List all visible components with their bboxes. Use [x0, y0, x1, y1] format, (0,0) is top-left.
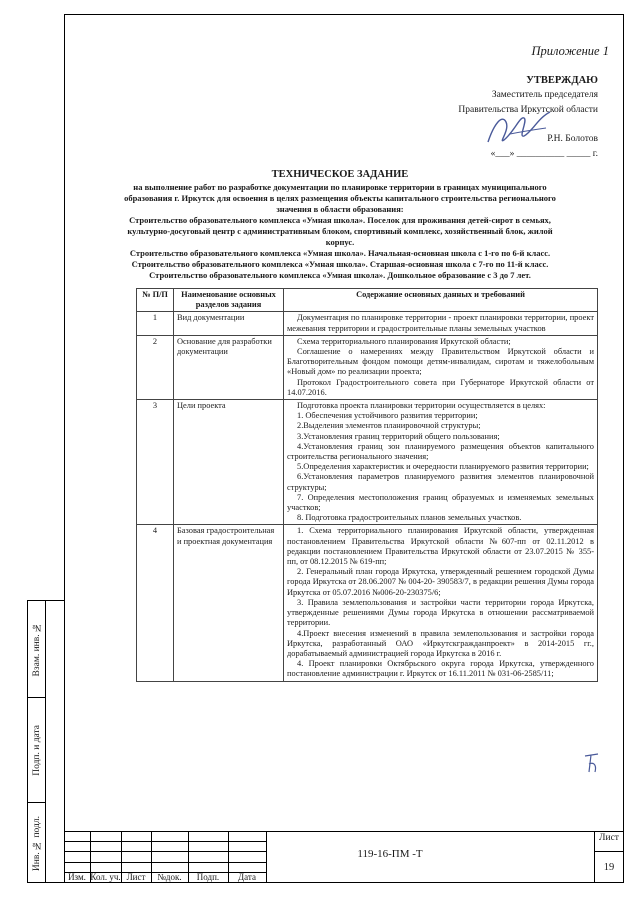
sheet-number: 19: [603, 862, 615, 873]
stamp-col-izm: Изм.: [68, 872, 86, 882]
row-num: 1: [137, 312, 174, 335]
content-para: 3. Правила землепользования и застройки части территории города Иркутска, утвержденные решениями Думы города Иркутска в отношении рассматриваемой территории.: [287, 597, 594, 628]
row-num: 4: [137, 525, 174, 681]
header-content: Содержание основных данных и требований: [284, 289, 598, 312]
spec-subtitle-9: Строительство образовательного комплекса «Умная школа». Дошкольное образование с 3 до 7 лет.: [149, 270, 531, 280]
spec-subtitle-7: Строительство образовательного комплекса «Умная школа». Начальная-основная школа с 1-го по 6-й класс.: [129, 248, 551, 258]
spec-title: ТЕХНИЧЕСКОЕ ЗАДАНИЕ: [271, 169, 409, 180]
table-row: [137, 312, 598, 335]
content-list-item: 3.Установления границ территорий общего пользования;: [297, 431, 500, 441]
stamp-col-data: Дата: [238, 872, 256, 882]
approve-title: УТВЕРЖДАЮ: [526, 75, 598, 86]
stamp-col-podp: Подп.: [196, 872, 220, 882]
row-content: [284, 400, 598, 525]
content-para: 1. Схема территориального планирования Иркутской области, утвержденная постановлением Правительства Иркутской области №607-пп от 02.11.2012 в редакции постановлением Правительства Иркутской области от 23.07.2015 № 355-пп, от 08.12.2015 № 619-пп;: [287, 526, 594, 567]
spec-subtitle-1: на выполнение работ по разработке документации по планировке территории в границах муниципального: [133, 182, 547, 192]
content-list-item: 4.Установления границ зон планируемого размещения объектов капитального строительства регионального значения;: [287, 441, 594, 462]
stamp-col-list: Лист: [126, 872, 146, 882]
row-name: Базовая градостроительная и проектная документация: [174, 525, 284, 681]
appendix-label: Приложение 1: [531, 44, 609, 58]
approve-position-2: Правительства Иркутской области: [458, 105, 598, 115]
content-list-item: 5.Определения характеристик и очередности планируемого развития территории;: [297, 462, 589, 472]
side-label-inv-zam: Взам. инв. №: [32, 622, 42, 677]
approve-position-1: Заместитель председателя: [491, 90, 598, 100]
content-para: 4.Проект внесения изменений в правила землепользования и застройки города Иркутска, разработанный ОАО «Иркутскгражданпроект» в 2014-2015 гг., дорабатываемый администрацией города Иркутска в 2016 г.: [287, 628, 594, 658]
spec-subtitle-8: Строительство образовательного комплекса «Умная школа». Старшая-основная школа с 7-го по 11-й класс.: [131, 259, 549, 269]
approve-signer: Р.Н. Болотов: [547, 134, 598, 144]
content-para: 4. Проект планировки Октябрьского округа города Иркутска, утвержденного постановление администрации г. Иркутск от 16.11.2011 № 031-06-2585/11;: [287, 659, 594, 679]
content-list-item: 6.Установления параметров планируемого развития элементов планировочной структуры;: [287, 472, 594, 492]
content-para: 2. Генеральный план города Иркутска, утвержденный решением городской Думы города Иркутска от 28.06.2007 № 004-20- 390583/7, в редакции решения Думы города Иркутска от 05.07.2016 №006-20-230375/6;: [287, 567, 594, 597]
stamp-col-ndok: №док.: [157, 872, 182, 882]
sheet-label: Лист: [599, 833, 619, 843]
approval-block: [338, 73, 598, 162]
content-list-item: 8. Подготовка градостроительных планов земельных участков.: [297, 513, 522, 523]
side-label-sign-date: Подп. и дата: [32, 725, 42, 776]
row-content: [284, 312, 598, 335]
content-list-item: 1. Обеспечения устойчивого развития территории;: [297, 411, 478, 421]
table-row: [137, 400, 598, 525]
row-num: 2: [137, 335, 174, 399]
initials-signature: [582, 750, 602, 776]
side-label-inv-orig: Инв. № подл.: [32, 815, 42, 872]
content-para: Протокол Градостроительного совета при Губернаторе Иркутской области от 14.07.2016.: [287, 377, 594, 397]
row-content: [284, 335, 598, 399]
side-strip: [27, 600, 64, 883]
handwritten-signature: [480, 104, 555, 152]
content-para: Документация по планировке территории - проект планировки территории, проект межевания территории и градостроительные планы земельных участков: [287, 313, 594, 333]
table-header-row: [137, 289, 598, 312]
content-para: Подготовка проекта планировки территории осуществляется в целях:: [297, 401, 546, 411]
header-section: Наименование основных разделов задания: [174, 289, 284, 312]
spec-subtitle-5: культурно-досуговый центр с административным блоком, спортивный комплекс, хозяйственный блок, жилой: [127, 226, 553, 236]
document-code: 119-16-ПМ -Т: [357, 848, 423, 860]
stamp-col-kol: Кол. уч.: [90, 872, 121, 882]
header-num: № П/П: [137, 289, 174, 312]
spec-subtitle-2: образования г. Иркутск для освоения в целях размещения объекты капитального строительства регионального: [124, 193, 556, 203]
spec-subtitle-6: корпус.: [325, 237, 355, 247]
row-name: Цели проекта: [174, 400, 284, 525]
spec-subtitle-4: Строительство образовательного комплекса «Умная школа». Поселок для проживания детей-сирот в семьях,: [129, 215, 551, 225]
row-name: Основание для разработки документации: [174, 335, 284, 399]
content-list-item: 2.Выделения элементов планировочной структуры;: [297, 421, 481, 431]
spec-title-block: [80, 168, 600, 281]
requirements-table: [136, 288, 598, 682]
approve-date-line: «___» __________ _____ г.: [490, 149, 598, 159]
table-row: [137, 525, 598, 681]
row-name: Вид документации: [174, 312, 284, 335]
row-num: 3: [137, 400, 174, 525]
content-para: Соглашение о намерениях между Правительством Иркутской области и Благотворительным фондом помощи детям-инвалидам, сиротам и тяжелобольным «Новый дом» по реализации проекта;: [287, 347, 594, 377]
content-list-item: 7. Определения местоположения границ образуемых и изменяемых земельных участков;: [287, 492, 594, 513]
row-content: [284, 525, 598, 681]
spec-subtitle-3: значения в области образования:: [276, 204, 404, 214]
content-para: Схема территориального планирования Иркутской области;: [297, 336, 511, 346]
table-row: [137, 335, 598, 399]
